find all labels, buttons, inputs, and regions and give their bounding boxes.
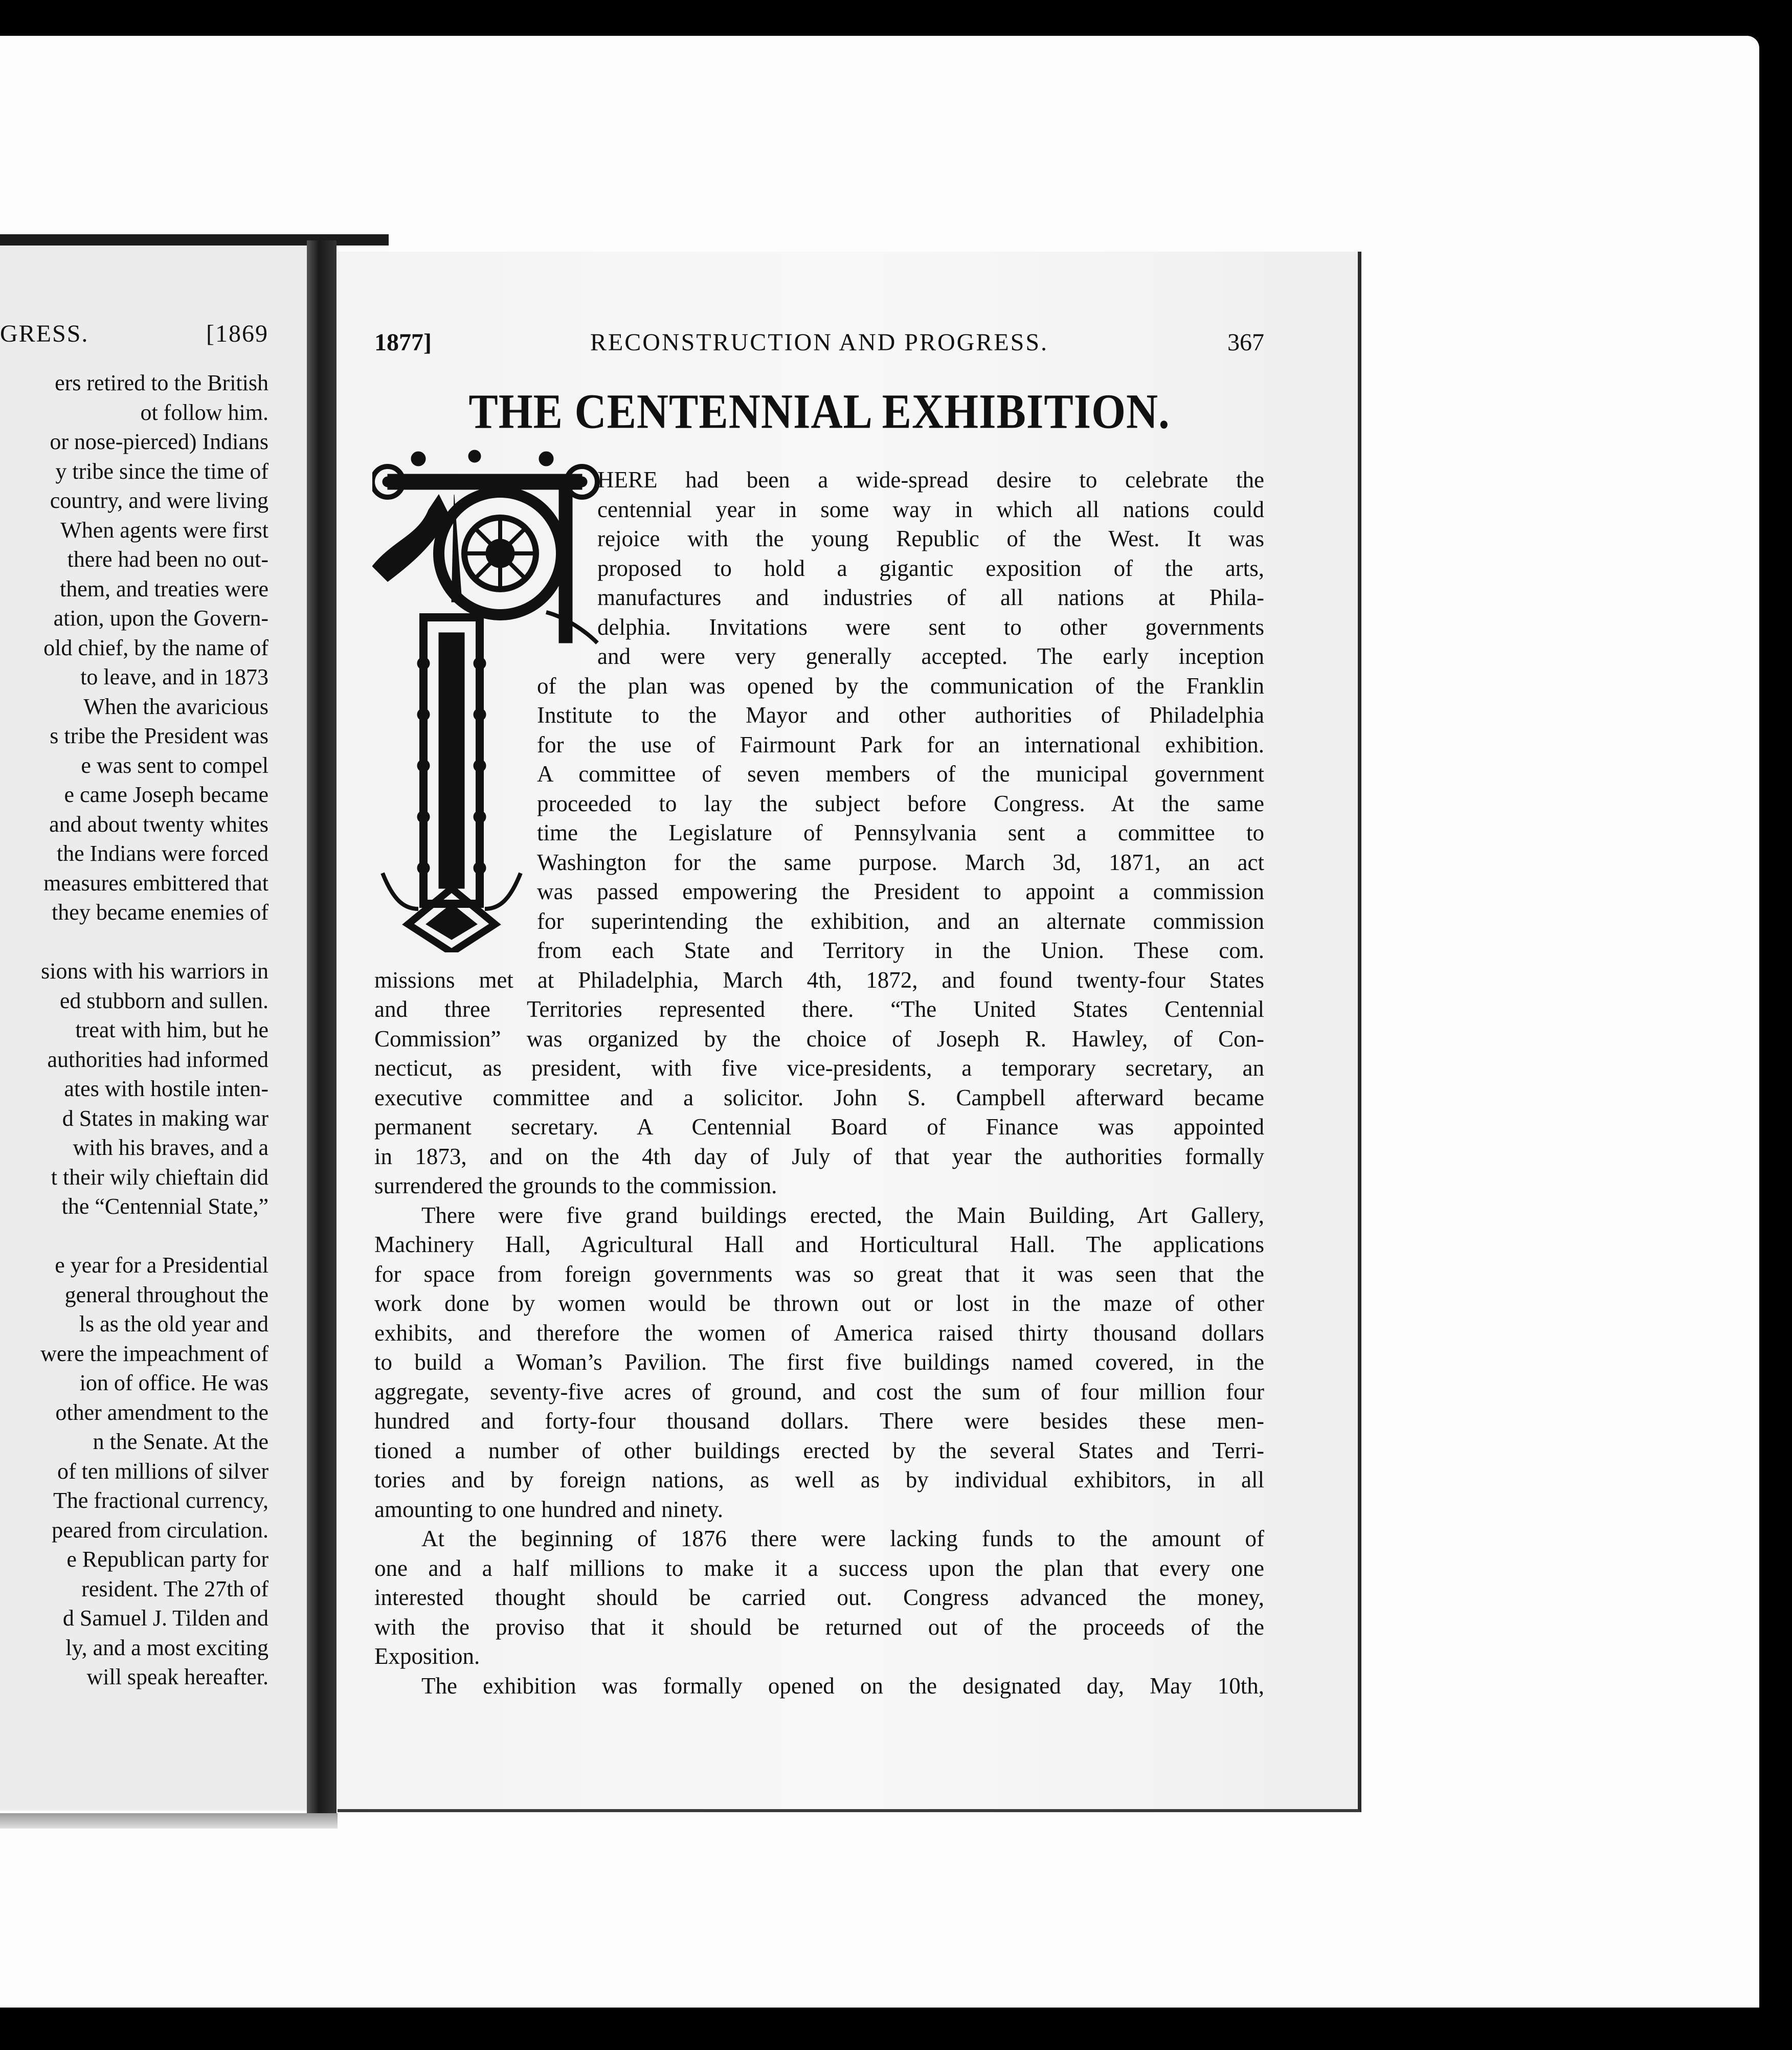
previous-page-line: or nose-pierced) Indians xyxy=(50,429,268,454)
body-line: necticut, as president, with five vice-presidents, a temporary secretary, an xyxy=(374,1055,1264,1081)
body-line: to build a Woman’s Pavilion. The first five buildings named covered, in the xyxy=(374,1349,1264,1375)
body-line: rejoice with the young Republic of the West. It was xyxy=(597,526,1264,551)
body-line: At the beginning of 1876 there were lacking funds to the amount of xyxy=(421,1526,1264,1551)
body-line: manufactures and industries of all nations at Phila- xyxy=(597,585,1264,610)
body-line: Institute to the Mayor and other authorities of Philadelphia xyxy=(537,702,1264,728)
body-line: Commission” was organized by the choice of Joseph R. Hawley, of Con- xyxy=(374,1026,1264,1052)
previous-page-line: and about twenty whites xyxy=(49,811,268,837)
body-line: and were very generally accepted. The early inception xyxy=(597,643,1264,669)
previous-page-line: were the impeachment of xyxy=(40,1341,268,1366)
previous-page-line: other amendment to the xyxy=(55,1399,268,1425)
body-line: hundred and forty-four thousand dollars. There were besides these men- xyxy=(374,1408,1264,1434)
previous-page-line: sions with his warriors in xyxy=(41,959,268,984)
body-line: exhibits, and therefore the women of America raised thirty thousand dollars xyxy=(374,1320,1264,1346)
previous-page-line: ers retired to the British xyxy=(55,370,268,395)
page-number: 367 xyxy=(1227,329,1264,356)
running-head-year: 1877] xyxy=(374,329,432,356)
previous-page-line: the Indians were forced xyxy=(56,841,268,866)
previous-page-line: ates with hostile inten- xyxy=(64,1076,268,1101)
previous-page-line: treat with him, but he xyxy=(75,1017,268,1042)
scan-bottom-edge xyxy=(0,2008,1792,2050)
main-page xyxy=(338,252,1361,1812)
body-line: tories and by foreign nations, as well as by individual exhibitors, in all xyxy=(374,1467,1264,1492)
previous-page-line: peared from circulation. xyxy=(52,1517,268,1543)
article-body xyxy=(374,465,1264,1701)
previous-page-line xyxy=(0,927,268,957)
previous-page-line: e came Joseph became xyxy=(64,782,268,807)
previous-page-line: ed stubborn and sullen. xyxy=(59,988,268,1013)
previous-page-line: e was sent to compel xyxy=(81,752,268,778)
book-binding-gutter xyxy=(307,240,337,1816)
body-line: interested thought should be carried out. Congress advanced the money, xyxy=(374,1585,1264,1610)
body-line: of the plan was opened by the communication of the Franklin xyxy=(537,673,1264,699)
previous-page-line: the “Centennial State,” xyxy=(61,1194,268,1219)
body-line: Machinery Hall, Agricultural Hall and Horticultural Hall. The applications xyxy=(374,1232,1264,1257)
body-line: centennial year in some way in which all nations could xyxy=(597,496,1264,522)
body-line: for space from foreign governments was so great that it was seen that the xyxy=(374,1261,1264,1287)
running-head xyxy=(374,328,1264,364)
body-line: tioned a number of other buildings erected by the several States and Terri- xyxy=(374,1437,1264,1463)
body-line: amounting to one hundred and ninety. xyxy=(374,1496,723,1522)
body-line: Washington for the same purpose. March 3d, 1871, an act xyxy=(537,849,1264,875)
body-line: and three Territories represented there. “The United States Centennial xyxy=(374,996,1264,1022)
body-line: one and a half millions to make it a success upon the plan that every one xyxy=(374,1555,1264,1581)
body-line: delphia. Invitations were sent to other governments xyxy=(597,614,1264,640)
previous-page-line: authorities had informed xyxy=(47,1046,268,1072)
body-line: aggregate, seventy-five acres of ground, and cost the sum of four million four xyxy=(374,1378,1264,1405)
previous-page-running-head xyxy=(0,320,268,361)
body-line: surrendered the grounds to the commission. xyxy=(374,1173,777,1198)
previous-page-line: e year for a Presidential xyxy=(55,1253,268,1278)
body-line: A committee of seven members of the municipal government xyxy=(537,761,1264,787)
previous-page-fragment xyxy=(0,246,307,1811)
body-line: proceeded to lay the subject before Congress. At the same xyxy=(537,790,1264,816)
previous-page-line: s tribe the President was xyxy=(50,723,268,748)
body-line: in 1873, and on the 4th day of July of that year the authorities formally xyxy=(374,1143,1264,1169)
previous-page-line: y tribe since the time of xyxy=(55,458,268,484)
previous-page-line: e Republican party for xyxy=(66,1547,268,1572)
body-line: work done by women would be thrown out or lost in the maze of other xyxy=(374,1290,1264,1316)
article-title: THE CENTENNIAL EXHIBITION. xyxy=(468,384,1170,439)
previous-page-line: d Samuel J. Tilden and xyxy=(62,1606,268,1631)
body-line: for superintending the exhibition, and an alternate commission xyxy=(537,908,1264,934)
body-line: The exhibition was formally opened on the designated day, May 10th, xyxy=(421,1673,1264,1699)
body-line: There were five grand buildings erected, the Main Building, Art Gallery, xyxy=(421,1202,1264,1228)
previous-page-line: n the Senate. At the xyxy=(93,1429,268,1454)
previous-page-line: old chief, by the name of xyxy=(43,635,268,660)
previous-page-line: ot follow him. xyxy=(140,399,268,425)
previous-page-line: to leave, and in 1873 xyxy=(80,664,268,689)
previous-page-line: ly, and a most exciting xyxy=(65,1635,268,1660)
previous-page-line: t their wily chieftain did xyxy=(51,1164,268,1190)
body-line: permanent secretary. A Centennial Board of Finance was appointed xyxy=(374,1114,1264,1140)
previous-page-line: country, and were living xyxy=(50,488,268,513)
previous-page-line: resident. The 27th of xyxy=(81,1576,268,1601)
body-line: HERE had been a wide-spread desire to celebrate the xyxy=(597,467,1264,493)
body-line: executive committee and a solicitor. John S. Campbell afterward became xyxy=(374,1084,1264,1110)
body-line: proposed to hold a gigantic exposition of the arts, xyxy=(597,555,1264,581)
previous-page-line: d States in making war xyxy=(62,1105,268,1131)
previous-page-line: of ten millions of silver xyxy=(57,1458,268,1484)
previous-page-line: them, and treaties were xyxy=(59,576,268,601)
previous-page-line: will speak hereafter. xyxy=(86,1664,268,1689)
previous-page-running-title: GRESS. xyxy=(0,320,89,347)
previous-page-line: general throughout the xyxy=(64,1282,268,1307)
previous-page-text xyxy=(0,368,268,1692)
body-line: with the proviso that it should be returned out of the proceeds of the xyxy=(374,1614,1264,1640)
body-line: time the Legislature of Pennsylvania sent a committee to xyxy=(537,820,1264,845)
previous-page-line: ls as the old year and xyxy=(79,1311,268,1336)
previous-page-line xyxy=(0,1221,268,1251)
body-line: missions met at Philadelphia, March 4th, 1872, and found twenty-four States xyxy=(374,967,1264,993)
previous-page-line: there had been no out- xyxy=(67,547,268,572)
previous-page-line: they became enemies of xyxy=(52,900,268,925)
previous-page-line: ation, upon the Govern- xyxy=(53,606,268,631)
previous-page-line: ion of office. He was xyxy=(79,1370,268,1395)
page-edge-shadow xyxy=(0,1813,338,1829)
previous-page-line: measures embittered that xyxy=(43,870,268,896)
previous-page-year: [1869 xyxy=(206,320,268,347)
body-line: Exposition. xyxy=(374,1643,480,1669)
previous-page-line: The fractional currency, xyxy=(53,1488,268,1513)
previous-page-line: with his braves, and a xyxy=(73,1135,268,1160)
body-line: from each State and Territory in the Union. These com. xyxy=(537,938,1264,963)
body-line: was passed empowering the President to appoint a commission xyxy=(537,879,1264,904)
body-line: for the use of Fairmount Park for an international exhibition. xyxy=(537,731,1264,757)
previous-page-line: When the avaricious xyxy=(83,694,268,719)
previous-page-line: When agents were first xyxy=(60,517,268,543)
running-head-title: RECONSTRUCTION AND PROGRESS. xyxy=(590,329,1049,356)
